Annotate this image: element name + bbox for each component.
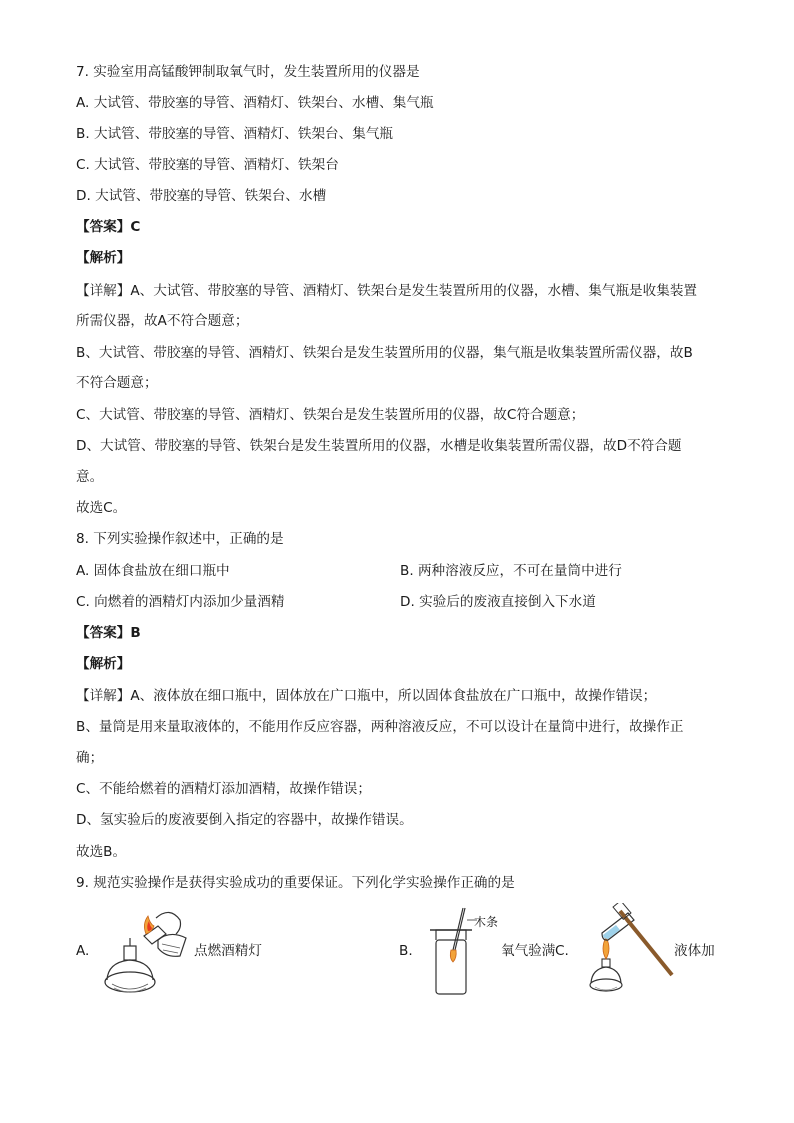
q8-option-b: B. 两种溶液反应，不可在量筒中进行	[400, 563, 622, 579]
q8-analysis-heading: 【解析】	[76, 656, 131, 672]
q8-detail-line: D、氢实验后的废液要倒入指定的容器中，故操作错误。	[76, 812, 413, 828]
q8-option-c: C. 向燃着的酒精灯内添加少量酒精	[76, 594, 285, 610]
q8-option-d: D. 实验后的废液直接倒入下水道	[400, 594, 596, 610]
q8-detail-line: 确；	[76, 750, 104, 766]
q7-answer: 【答案】C	[76, 219, 141, 235]
q7-conclusion: 故选C。	[76, 500, 127, 516]
q7-detail-line: 【详解】A、大试管、带胶塞的导管、酒精灯、铁架台是发生装置所用的仪器，水槽、集气瓶是收集装置	[76, 283, 698, 299]
q7-option-a: A. 大试管、带胶塞的导管、酒精灯、铁架台、水槽、集气瓶	[76, 95, 434, 111]
q9-stem: 9. 规范实验操作是获得实验成功的重要保证。下列化学实验操作正确的是	[76, 875, 515, 891]
q9-option-b-letter: B.	[399, 943, 413, 959]
q9-option-a-letter: A.	[76, 943, 90, 959]
q7-option-d: D. 大试管、带胶塞的导管、铁架台、水槽	[76, 188, 327, 204]
q8-detail-line: 【详解】A、液体放在细口瓶中，固体放在广口瓶中，所以固体食盐放在广口瓶中，故操作错误；	[76, 688, 657, 704]
q9-option-c-caption: 液体加	[674, 943, 715, 959]
q7-detail-line: B、大试管、带胶塞的导管、酒精灯、铁架台是发生装置所用的仪器，集气瓶是收集装置所需仪器，故B	[76, 345, 693, 361]
q8-answer: 【答案】B	[76, 625, 141, 641]
q7-option-c: C. 大试管、带胶塞的导管、酒精灯、铁架台	[76, 157, 339, 173]
q7-detail-line: 所需仪器，故A不符合题意；	[76, 313, 249, 329]
q8-detail-line: C、不能给燃着的酒精灯添加酒精，故操作错误；	[76, 781, 371, 797]
q7-detail-line: 意。	[76, 469, 104, 485]
q7-stem: 7. 实验室用高锰酸钾制取氧气时，发生装置所用的仪器是	[76, 64, 420, 80]
q9-option-b-caption: 氧气验满	[501, 943, 556, 959]
q7-option-b: B. 大试管、带胶塞的导管、酒精灯、铁架台、集气瓶	[76, 126, 394, 142]
alcohol-lamp-lighting-figure	[100, 900, 200, 1000]
q8-detail-line: B、量筒是用来量取液体的，不能用作反应容器，两种溶液反应，不可以设计在量筒中进行，故操作正	[76, 719, 684, 735]
wood-stick-label: 木条	[474, 915, 499, 929]
q7-analysis-heading: 【解析】	[76, 250, 131, 266]
q8-stem: 8. 下列实验操作叙述中，正确的是	[76, 531, 284, 547]
q8-option-a: A. 固体食盐放在细口瓶中	[76, 563, 230, 579]
liquid-heating-figure	[586, 903, 686, 997]
q7-detail-line: 不符合题意；	[76, 375, 158, 391]
q8-conclusion: 故选B。	[76, 844, 127, 860]
q7-detail-line: D、大试管、带胶塞的导管、铁架台是发生装置所用的仪器，水槽是收集装置所需仪器，故D不符合题	[76, 438, 682, 454]
q9-option-c-letter: C.	[555, 943, 569, 959]
q7-detail-line: C、大试管、带胶塞的导管、酒精灯、铁架台是发生装置所用的仪器，故C符合题意；	[76, 407, 585, 423]
q9-option-a-caption: 点燃酒精灯	[194, 943, 262, 959]
